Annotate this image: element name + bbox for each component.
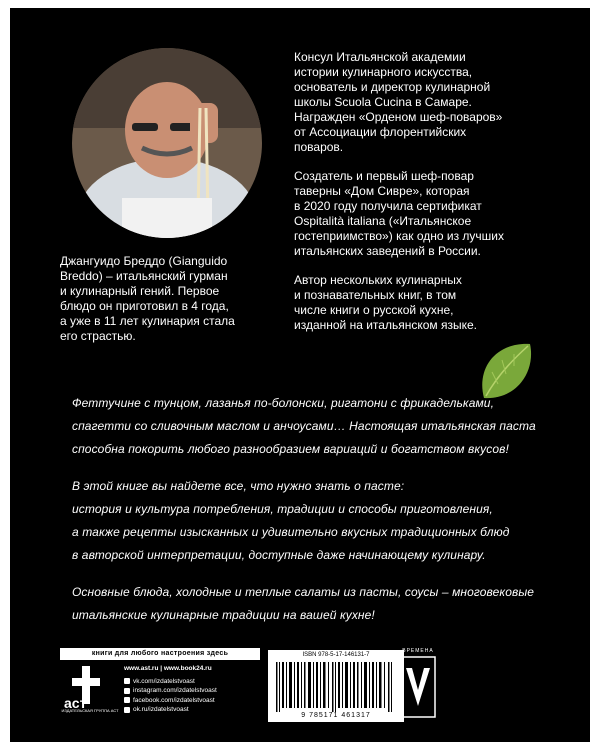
social-link-text: facebook.com/izdatelstvoast xyxy=(133,696,215,704)
credentials-line: таверны «Дом Сивре», которая xyxy=(294,184,470,198)
book-description xyxy=(72,392,572,641)
ok-icon xyxy=(124,707,130,713)
description-line: Феттучине с тунцом, лазанья по-болонски, ригатони с фрикадельками, xyxy=(72,396,494,410)
description-line: способна покорить любого разнообразием вариаций и богатством вкусов! xyxy=(72,442,509,456)
intro-line: и кулинарный гений. Первое xyxy=(60,284,220,298)
instagram-icon xyxy=(124,688,130,694)
intro-line: а уже в 11 лет кулинария стала xyxy=(60,314,235,328)
back-cover xyxy=(10,8,590,742)
credentials-line: Создатель и первый шеф-повар xyxy=(294,169,474,183)
social-link-ok[interactable] xyxy=(124,705,274,715)
imprint-label: ВРЕМЕНА xyxy=(402,648,434,654)
intro-line: Джангуидо Бреддо (Gianguido xyxy=(60,254,228,268)
description-line: спагетти со сливочным маслом и анчоусами… Настоящая итальянская паста xyxy=(72,419,536,433)
credentials-paragraph xyxy=(294,273,534,333)
description-line: в авторской интерпретации, доступные даже начинающему кулинару. xyxy=(72,548,486,562)
author-intro xyxy=(60,254,280,344)
vk-icon xyxy=(124,678,130,684)
ast-logo-text: аст xyxy=(64,695,87,710)
credentials-line: Ospitalità italiana («Итальянское xyxy=(294,214,472,228)
publisher-links xyxy=(124,664,274,715)
social-link-text: ok.ru/izdatelstvoast xyxy=(133,706,189,713)
intro-line: блюдо он приготовил в 4 года, xyxy=(60,299,229,313)
description-line: В этой книге вы найдете все, что нужно знать о пасте: xyxy=(72,479,405,493)
credentials-line: в 2020 году получила сертификат xyxy=(294,199,482,213)
credentials-line: школы Scuola Cucina в Самаре. xyxy=(294,95,472,109)
social-link-instagram[interactable] xyxy=(124,686,274,696)
credentials-line: основатель и директор кулинарной xyxy=(294,80,491,94)
facebook-icon xyxy=(124,697,130,703)
credentials-line: числе книги о русской кухне, xyxy=(294,303,454,317)
barcode-number: 9 785171 461317 xyxy=(301,712,371,719)
credentials-paragraph xyxy=(294,50,534,155)
credentials-line: и познавательных книг, в том xyxy=(294,288,457,302)
description-line: история и культура потребления, традиции и способы приготовления, xyxy=(72,502,493,516)
credentials-line: изданной на итальянском языке. xyxy=(294,318,477,332)
credentials-line: Награжден «Орденом шеф-поваров» xyxy=(294,110,503,124)
credentials-line: гостеприимство») как одно из лучших xyxy=(294,229,505,243)
credentials-line: Автор нескольких кулинарных xyxy=(294,273,462,287)
publisher-caption: ИЗДАТЕЛЬСКАЯ ГРУППА АСТ xyxy=(61,708,119,713)
author-portrait xyxy=(72,48,262,238)
social-link-text: vk.com/izdatelstvoast xyxy=(133,677,195,685)
description-paragraph xyxy=(72,475,572,567)
credentials-line: итальянских заведений в России. xyxy=(294,244,481,258)
credentials-line: от Ассоциации флорентийских xyxy=(294,125,467,139)
social-link-vk[interactable] xyxy=(124,677,274,687)
ast-logo-icon xyxy=(60,664,110,710)
publisher-sites[interactable]: www.ast.ru | www.book24.ru xyxy=(124,665,212,672)
credentials-line: поваров. xyxy=(294,140,344,154)
description-paragraph xyxy=(72,392,572,461)
author-credentials xyxy=(294,50,534,347)
isbn: ISBN 978-5-17-146131-7 xyxy=(302,652,370,658)
publisher-tagline: книги для любого настроения здесь xyxy=(60,648,260,660)
credentials-line: Консул Итальянской академии xyxy=(294,50,466,64)
description-line: Основные блюда, холодные и теплые салаты из пасты, соусы – многовековые xyxy=(72,585,535,599)
intro-line: его страстью. xyxy=(60,329,136,343)
description-line: итальянские кулинарные традиции на вашей кухне! xyxy=(72,608,375,622)
social-link-facebook[interactable] xyxy=(124,696,274,706)
description-line: а также рецепты изысканных и удивительно вкусных традиционных блюд xyxy=(72,525,510,539)
intro-line: Breddo) – итальянский гурман xyxy=(60,269,228,283)
credentials-line: истории кулинарного искусства, xyxy=(294,65,473,79)
credentials-paragraph xyxy=(294,169,534,259)
description-paragraph xyxy=(72,581,572,627)
publisher-block xyxy=(60,648,280,714)
vremena-logo-icon xyxy=(378,648,458,718)
social-link-text: instagram.com/izdatelstvoast xyxy=(133,687,217,694)
